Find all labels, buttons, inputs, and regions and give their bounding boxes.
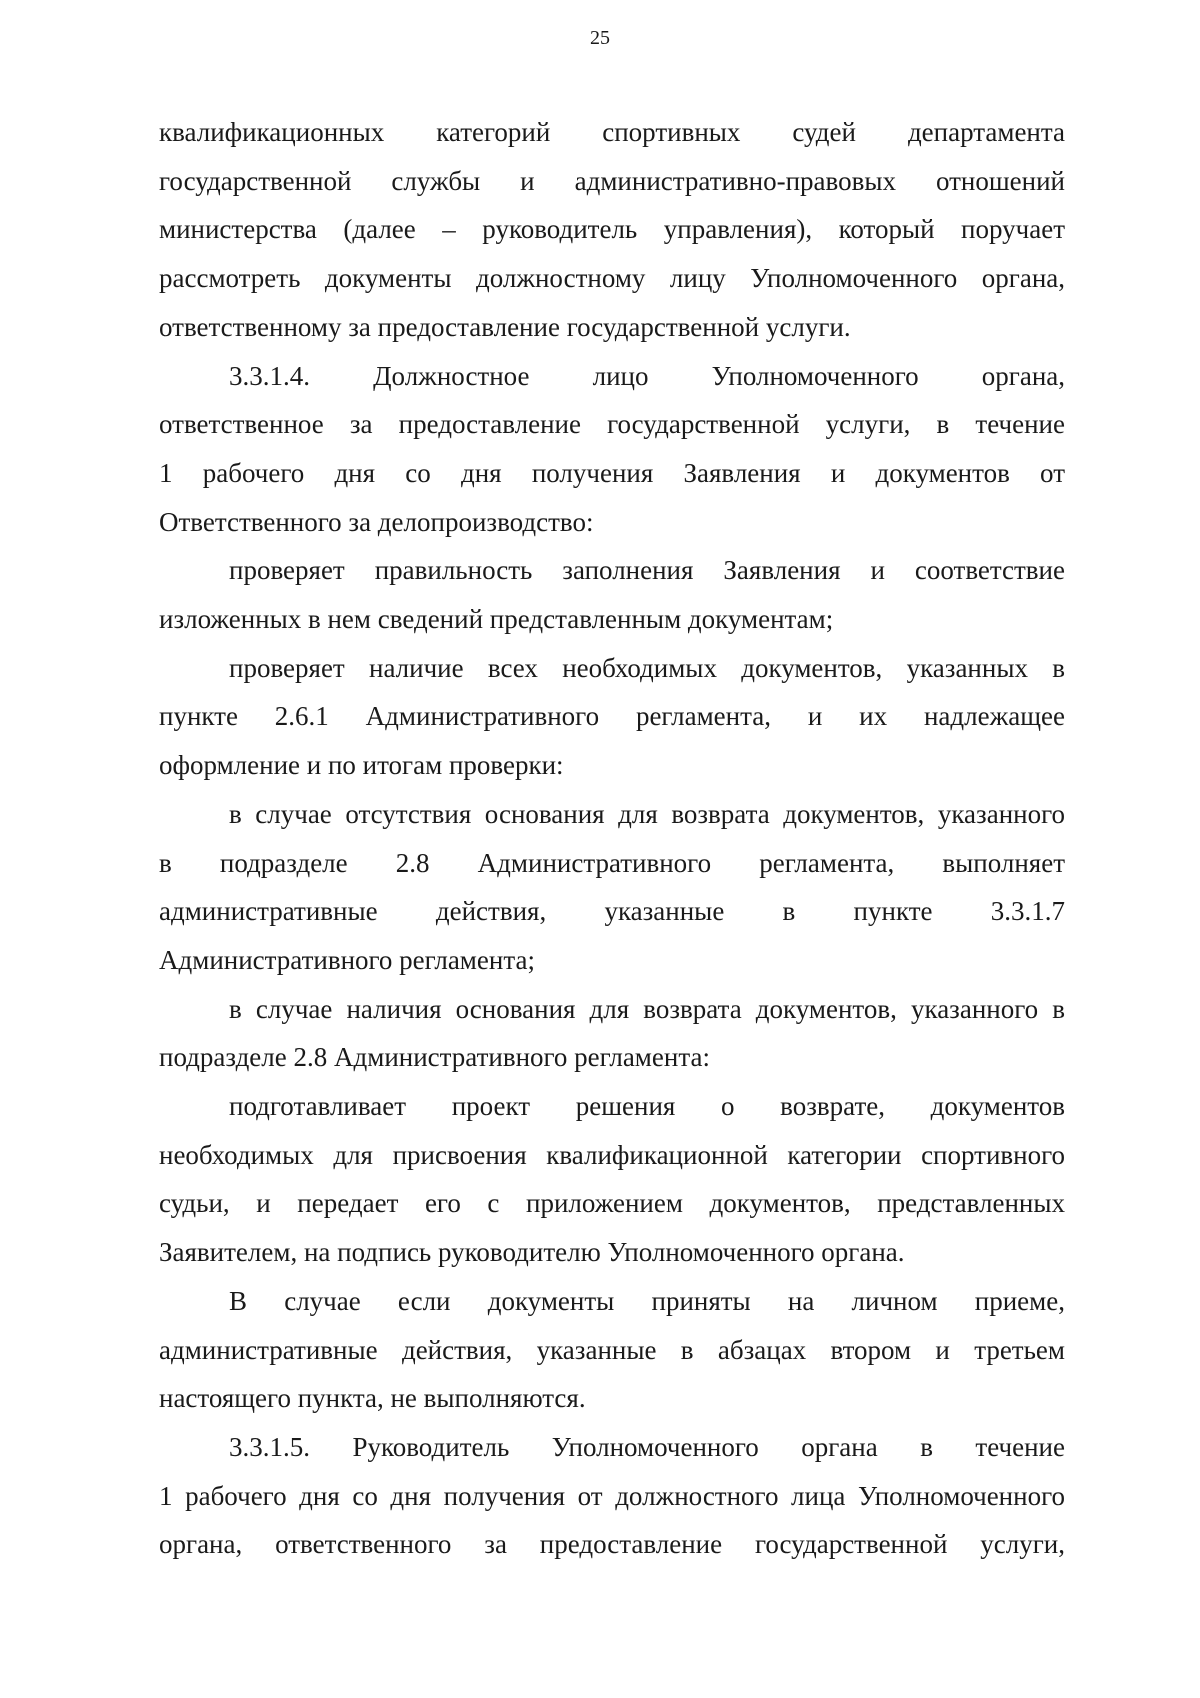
text-line: Ответственного за делопроизводство: [159, 506, 594, 537]
paragraph [159, 108, 1065, 352]
text-line: ответственное за предоставление государственной услуги, в течение [159, 409, 1065, 440]
paragraph [159, 1277, 1065, 1423]
text-line: 3.3.1.4. Должностное лицо Уполномоченного органа, [229, 360, 1065, 391]
text-line: в случае отсутствия основания для возврата документов, указанного [229, 798, 1065, 829]
text-line: Заявителем, на подпись руководителю Уполномоченного органа. [159, 1237, 905, 1268]
text-line: 1 рабочего дня со дня получения Заявления и документов от [159, 457, 1065, 488]
text-line: административные действия, указанные в абзацах втором и третьем [159, 1334, 1065, 1365]
text-line: 3.3.1.5. Руководитель Уполномоченного органа в течение [229, 1431, 1065, 1462]
text-line: настоящего пункта, не выполняются. [159, 1383, 586, 1414]
text-line: проверяет наличие всех необходимых документов, указанных в [229, 652, 1065, 683]
text-line: ответственному за предоставление государственной услуги. [159, 311, 851, 342]
paragraph [159, 546, 1065, 643]
text-line: В случае если документы приняты на личном приеме, [229, 1285, 1065, 1316]
paragraph [159, 1082, 1065, 1277]
paragraph [159, 790, 1065, 985]
text-line: государственной службы и административно-правовых отношений [159, 165, 1065, 196]
text-line: необходимых для присвоения квалификационной категории спортивного [159, 1139, 1065, 1170]
text-line: изложенных в нем сведений представленным документам; [159, 604, 834, 635]
paragraph [159, 644, 1065, 790]
text-line: административные действия, указанные в пункте 3.3.1.7 [159, 896, 1065, 927]
text-line: оформление и по итогам проверки: [159, 750, 564, 781]
text-line: в подразделе 2.8 Административного регламента, выполняет [159, 847, 1065, 878]
text-line: министерства (далее – руководитель управления), который поручает [159, 214, 1065, 245]
text-line: в случае наличия основания для возврата документов, указанного в [229, 993, 1065, 1024]
paragraph-3-3-1-5 [159, 1423, 1065, 1569]
text-line: рассмотреть документы должностному лицу Уполномоченного органа, [159, 263, 1065, 294]
text-line: подготавливает проект решения о возврате, документов [229, 1091, 1065, 1122]
document-body [159, 108, 1065, 1569]
text-line: проверяет правильность заполнения Заявления и соответствие [229, 555, 1065, 586]
text-line: органа, ответственного за предоставление государственной услуги, [159, 1529, 1065, 1560]
paragraph-3-3-1-4 [159, 352, 1065, 547]
text-line: подразделе 2.8 Административного регламента: [159, 1042, 710, 1073]
page-number: 25 [590, 27, 610, 49]
text-line: Административного регламента; [159, 944, 535, 975]
paragraph [159, 985, 1065, 1082]
text-line: судьи, и передает его с приложением документов, представленных [159, 1188, 1065, 1219]
text-line: квалификационных категорий спортивных судей департамента [159, 117, 1065, 147]
text-line: пункте 2.6.1 Административного регламента, и их надлежащее [159, 701, 1065, 732]
text-line: 1 рабочего дня со дня получения от должностного лица Уполномоченного [159, 1480, 1065, 1511]
